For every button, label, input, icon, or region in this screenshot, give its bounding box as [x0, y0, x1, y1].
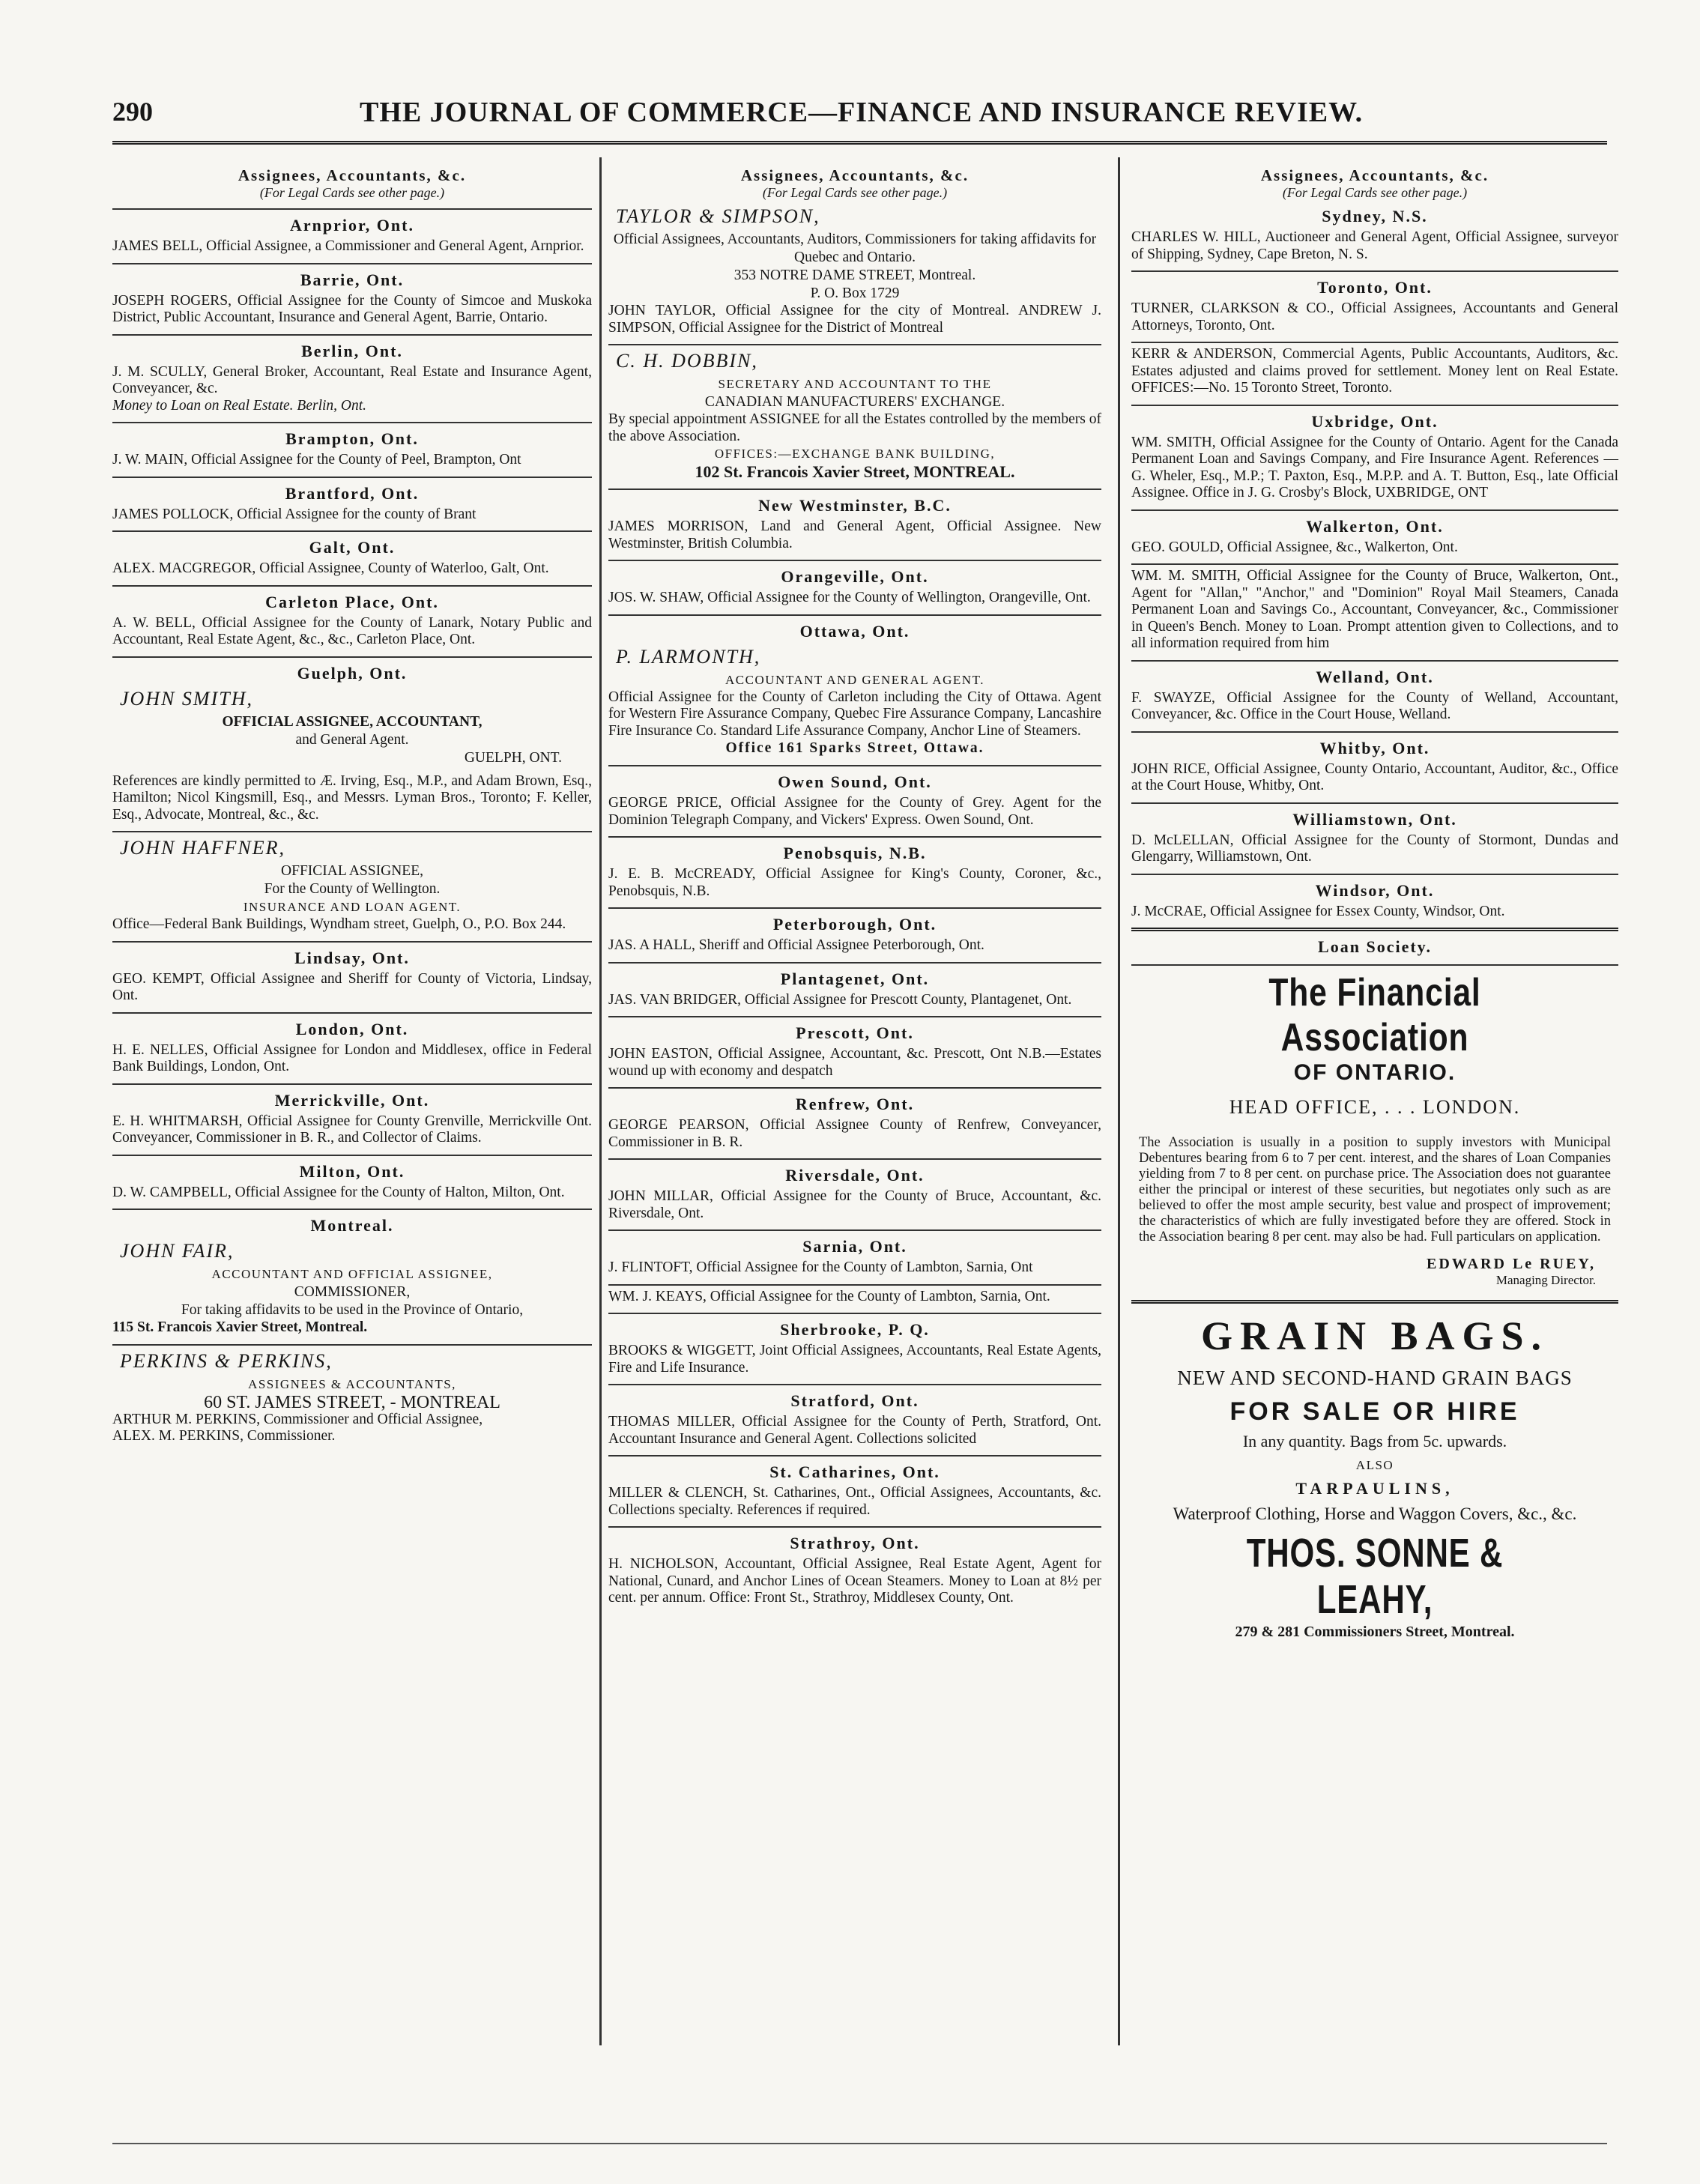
advert-line: TARPAULINS, [1295, 1479, 1454, 1498]
divider [1131, 342, 1618, 343]
column-divider [599, 157, 602, 2045]
advert-firm: THOS. SONNE & LEAHY, [1246, 1531, 1504, 1622]
divider [112, 1083, 592, 1085]
listing: J. W. MAIN, Official Assignee for the County of Peel, Brampton, Ont [112, 452, 521, 468]
divider [1131, 270, 1618, 272]
city-heading: Prescott, Ont. [796, 1023, 914, 1042]
card-line: P. O. Box 1729 [810, 285, 900, 301]
divider [1131, 563, 1618, 565]
listing: E. H. WHITMARSH, Official Assignee for County Grenville, Merrickville Ont. Conveyancer, Commissioner in B. R., and Collector of Claims. [112, 1113, 592, 1146]
card-line: ASSIGNEES & ACCOUNTANTS, [248, 1376, 456, 1391]
section-heading: Loan Society. [1318, 937, 1432, 956]
column-heading: Assignees, Accountants, &c. [1260, 166, 1489, 184]
card-line: For the County of Wellington. [264, 881, 441, 897]
card-line: 115 St. Francois Xavier Street, Montreal. [112, 1319, 368, 1335]
listing: WM. J. KEAYS, Official Assignee for the County of Lambton, Sarnia, Ont. [608, 1288, 1050, 1304]
card-line: Office 161 Sparks Street, Ottawa. [725, 740, 984, 756]
divider [112, 1155, 592, 1156]
card-name: PERKINS & PERKINS, [120, 1349, 333, 1372]
city-heading: Merrickville, Ont. [274, 1090, 430, 1110]
city-heading: Arnprior, Ont. [290, 216, 414, 235]
divider [112, 208, 592, 210]
divider [608, 614, 1101, 616]
divider [112, 477, 592, 478]
card-line: 60 ST. JAMES STREET, - MONTREAL [204, 1392, 500, 1412]
card-line: JOHN TAYLOR, Official Assignee for the city of Montreal. ANDREW J. SIMPSON, Official Assignee for the District of Montreal [608, 303, 1101, 336]
card-line: OFFICIAL ASSIGNEE, ACCOUNTANT, [222, 713, 483, 730]
city-heading: Renfrew, Ont. [795, 1095, 915, 1113]
city-heading: Sydney, N.S. [1322, 207, 1428, 226]
city-heading: Orangeville, Ont. [781, 567, 929, 586]
listing-note: Money to Loan on Real Estate. Berlin, Ont. [112, 397, 367, 414]
column-1 [112, 166, 592, 1445]
divider [608, 1526, 1101, 1528]
card-name: TAYLOR & SIMPSON, [616, 205, 820, 227]
advert-signer: EDWARD Le RUEY, [1427, 1256, 1596, 1272]
city-heading: Uxbridge, Ont. [1311, 411, 1439, 431]
card-line: Office—Federal Bank Buildings, Wyndham street, Guelph, O., P.O. Box 244. [112, 916, 566, 932]
card-line: GUELPH, ONT. [464, 749, 562, 766]
divider [112, 585, 592, 587]
card-name: C. H. DOBBIN, [616, 350, 758, 372]
card-line: OFFICES:—EXCHANGE BANK BUILDING, [714, 447, 996, 461]
city-heading: Sarnia, Ont. [802, 1237, 907, 1256]
advert-signer-role: Managing Director. [1495, 1273, 1596, 1287]
column-note: (For Legal Cards see other page.) [1282, 185, 1468, 200]
divider [608, 1016, 1101, 1017]
listing: JOHN RICE, Official Assignee, County Ontario, Accountant, Auditor, &c., Office at the Court House, Whitby, Ont. [1131, 760, 1618, 793]
divider [1131, 874, 1618, 875]
listing: J. E. B. McCREADY, Official Assignee for King's County, Coroner, &c., Penobsquis, N.B. [608, 866, 1101, 899]
advert-address: 279 & 281 Commissioners Street, Montreal. [1235, 1624, 1515, 1640]
listing: J. FLINTOFT, Official Assignee for the County of Lambton, Sarnia, Ont [608, 1259, 1033, 1275]
listing: D. McLELLAN, Official Assignee for the County of Stormont, Dundas and Glengarry, Williamstown, Ont. [1131, 832, 1618, 865]
divider [608, 765, 1101, 766]
card-name: JOHN FAIR, [120, 1240, 235, 1262]
listing: JAMES BELL, Official Assignee, a Commissioner and General Agent, Arnprior. [112, 238, 584, 254]
listing: JAS. VAN BRIDGER, Official Assignee for Prescott County, Plantagenet, Ont. [608, 991, 1072, 1008]
column-note: (For Legal Cards see other page.) [762, 185, 948, 200]
divider [608, 907, 1101, 909]
city-heading: Windsor, Ont. [1315, 880, 1435, 900]
listing: CHARLES W. HILL, Auctioneer and General Agent, Official Assignee, surveyor of Shipping, Sydney, Cape Breton, N. S. [1131, 229, 1618, 262]
city-heading: Whitby, Ont. [1319, 738, 1430, 757]
advert-title: The Financial Association [1268, 971, 1481, 1059]
listing: GEO. KEMPT, Official Assignee and Sheriff for County of Victoria, Lindsay, Ont. [112, 970, 592, 1003]
listing: BROOKS & WIGGETT, Joint Official Assignees, Accountants, Real Estate Agents, Fire and Life Insurance. [608, 1343, 1101, 1376]
column-heading: Assignees, Accountants, &c. [740, 166, 970, 184]
listing: ALEX. MACGREGOR, Official Assignee, County of Waterloo, Galt, Ont. [112, 560, 549, 576]
divider [1131, 964, 1618, 966]
city-heading: Guelph, Ont. [297, 663, 408, 683]
advert-line: In any quantity. Bags from 5c. upwards. [1242, 1432, 1507, 1451]
city-heading: Plantagenet, Ont. [780, 969, 930, 988]
divider [1131, 509, 1618, 511]
card-line: Official Assignee for the County of Carleton including the City of Ottawa. Agent for Western Fire Assurance Company, Quebec Fire Assurance Company, Lancashire Fire Insurance Co. Standard Life Assurance Company, Anchor Line of Steamers. [608, 689, 1101, 739]
divider [1131, 802, 1618, 804]
card-line: COMMISSIONER, [294, 1284, 411, 1300]
card-line: SECRETARY AND ACCOUNTANT TO THE [718, 377, 992, 391]
listing: GEORGE PRICE, Official Assignee for the County of Grey. Agent for the Dominion Telegraph Company, and Vickers' Express. Owen Sound, Ont. [608, 795, 1101, 828]
city-heading: Penobsquis, N.B. [783, 844, 927, 862]
city-heading: New Westminster, B.C. [758, 496, 952, 515]
divider [112, 263, 592, 264]
divider [608, 1284, 1101, 1286]
divider [112, 422, 592, 423]
column-2 [608, 166, 1101, 1607]
listing: A. W. BELL, Official Assignee for the County of Lanark, Notary Public and Accountant, Real Estate Agent, &c., &c., Carleton Place, Ont. [112, 614, 592, 647]
city-heading: Peterborough, Ont. [772, 915, 937, 934]
divider [112, 1209, 592, 1210]
header-rule [112, 141, 1607, 145]
city-heading: Williamstown, Ont. [1292, 809, 1457, 829]
divider [608, 962, 1101, 964]
advert-head-office: HEAD OFFICE, . . . LONDON. [1229, 1096, 1521, 1118]
divider [608, 488, 1101, 490]
divider [608, 1384, 1101, 1385]
divider [112, 334, 592, 336]
divider [112, 656, 592, 658]
listing: JOSEPH ROGERS, Official Assignee for the County of Simcoe and Muskoka District, Public Accountant, Insurance and General Agent, Barrie, Ontario. [112, 292, 592, 325]
divider [608, 1229, 1101, 1231]
city-heading: Riversdale, Ont. [785, 1166, 925, 1185]
column-note: (For Legal Cards see other page.) [259, 185, 445, 200]
divider [608, 1158, 1101, 1160]
column-heading: Assignees, Accountants, &c. [238, 166, 467, 184]
footer-rule [112, 2143, 1607, 2144]
listing: JOS. W. SHAW, Official Assignee for the County of Wellington, Orangeville, Ont. [608, 590, 1091, 605]
city-heading: Montreal. [310, 1216, 394, 1235]
card-line: By special appointment ASSIGNEE for all the Estates controlled by the members of the above Association. [608, 411, 1101, 444]
card-line: CANADIAN MANUFACTURERS' EXCHANGE. [704, 394, 1005, 410]
city-heading: Brantford, Ont. [285, 483, 420, 503]
advert-line: FOR SALE OR HIRE [1229, 1397, 1520, 1426]
divider [608, 1313, 1101, 1314]
divider [1131, 405, 1618, 406]
city-heading: Galt, Ont. [309, 538, 396, 557]
listing: J. M. SCULLY, General Broker, Accountant, Real Estate and Insurance Agent, Conveyancer, &c. [112, 363, 592, 396]
column-divider [1118, 157, 1120, 2045]
listing: WM. SMITH, Official Assignee for the County of Ontario. Agent for the Canada Permanent Loan and Savings Company, and Fire Insurance Agent. References — G. Wheler, Esq., M.P.; T. Paxton, Esq., M.P.P. and A. T. Button, Esq., late Official Assignee. Office in J. G. Crosby's Block, UXBRIDGE, ONT [1131, 434, 1618, 500]
divider [608, 1455, 1101, 1456]
city-heading: Lindsay, Ont. [294, 948, 410, 967]
listing: D. W. CAMPBELL, Official Assignee for the County of Halton, Milton, Ont. [112, 1184, 565, 1200]
card-line: 102 St. Francois Xavier Street, MONTREAL. [695, 462, 1015, 481]
city-heading: London, Ont. [295, 1019, 409, 1038]
city-heading: Welland, Ont. [1316, 667, 1434, 686]
card-line: ALEX. M. PERKINS, Commissioner. [112, 1428, 336, 1444]
listing: KERR & ANDERSON, Commercial Agents, Public Accountants, Auditors, &c. Estates adjusted and claims proved for settlement. Money lent on Real Estate. OFFICES:—No. 15 Toronto Street, Toronto. [1131, 346, 1618, 396]
listing: WM. M. SMITH, Official Assignee for the County of Bruce, Walkerton, Ont., Agent for "Allan," "Anchor," and "Dominion" Royal Mail Steamers, Canada Permanent Loan and Savings Co., Accountant, Conveyancer, &c., Commissioner in Queen's Bench. Money to Loan. Prompt attention given to Collections, and to all information required from him [1131, 568, 1618, 651]
card-line: OFFICIAL ASSIGNEE, [281, 863, 423, 879]
listing: F. SWAYZE, Official Assignee for the County of Welland, Accountant, Conveyancer, &c. Office in the Court House, Welland. [1131, 689, 1618, 722]
listing: JOHN MILLAR, Official Assignee for the County of Bruce, Accountant, &c. Riversdale, Ont. [608, 1188, 1101, 1221]
divider [1131, 731, 1618, 733]
divider [1131, 928, 1618, 931]
divider [112, 941, 592, 943]
divider [112, 530, 592, 532]
city-heading: Ottawa, Ont. [799, 621, 910, 641]
page-number: 290 [112, 97, 153, 127]
card-references: References are kindly permitted to Æ. Irving, Esq., M.P., and Adam Brown, Esq., Hamilton; Nicol Kingsmill, Esq., and Messrs. Lyman Bros., Toronto; F. Keller, Esq., Advocate, Montreal, &c., &c. [112, 772, 592, 823]
divider [1131, 660, 1618, 662]
listing: H. NICHOLSON, Accountant, Official Assignee, Real Estate Agent, Agent for National, Cunard, and Anchor Lines of Ocean Steamers. Money to Loan at 8½ per cent. per annum. Office: Front St., Strathroy, Middlesex County, Ont. [608, 1556, 1101, 1606]
card-line: ACCOUNTANT AND OFFICIAL ASSIGNEE, [211, 1267, 493, 1281]
divider [112, 831, 592, 832]
card-line: and General Agent. [295, 731, 409, 748]
divider [608, 1087, 1101, 1089]
city-heading: Milton, Ont. [299, 1161, 405, 1181]
card-name: JOHN SMITH, [120, 687, 253, 710]
card-line: ARTHUR M. PERKINS, Commissioner and Official Assignee, [112, 1411, 483, 1427]
city-heading: Owen Sound, Ont. [778, 772, 932, 791]
divider [112, 1012, 592, 1014]
city-heading: Stratford, Ont. [790, 1391, 919, 1410]
card-name: JOHN HAFFNER, [120, 837, 285, 859]
listing: JAS. A HALL, Sheriff and Official Assignee Peterborough, Ont. [608, 937, 984, 953]
divider [608, 836, 1101, 838]
city-heading: Carleton Place, Ont. [265, 592, 439, 611]
running-title: THE JOURNAL OF COMMERCE—FINANCE AND INSURANCE REVIEW. [360, 97, 1364, 128]
city-heading: Berlin, Ont. [301, 341, 403, 360]
divider [1131, 1300, 1618, 1304]
card-line: INSURANCE AND LOAN AGENT. [243, 900, 462, 914]
column-3 [1131, 166, 1618, 1641]
advert-line: ALSO [1355, 1458, 1394, 1472]
advert-title: GRAIN BAGS. [1200, 1313, 1549, 1358]
listing: J. McCRAE, Official Assignee for Essex County, Windsor, Ont. [1131, 903, 1505, 919]
advert-line: Waterproof Clothing, Horse and Waggon Covers, &c., &c. [1173, 1504, 1577, 1523]
listing: JAMES POLLOCK, Official Assignee for the county of Brant [112, 506, 477, 522]
listing: TURNER, CLARKSON & CO., Official Assignees, Accountants and General Attorneys, Toronto, Ont. [1131, 300, 1618, 333]
listing: THOMAS MILLER, Official Assignee for the County of Perth, Stratford, Ont. Accountant Insurance and General Agent. Collections solicited [608, 1414, 1101, 1447]
listing: JAMES MORRISON, Land and General Agent, Official Assignee. New Westminster, British Columbia. [608, 518, 1101, 551]
page-header [112, 96, 1603, 141]
card-name: P. LARMONTH, [616, 645, 761, 668]
listing: MILLER & CLENCH, St. Catharines, Ont., Official Assignees, Accountants, &c. Collections specialty. References if required. [608, 1485, 1101, 1518]
divider [112, 1344, 592, 1346]
city-heading: Barrie, Ont. [300, 270, 405, 289]
divider [608, 344, 1101, 345]
card-line: 353 NOTRE DAME STREET, Montreal. [733, 267, 976, 283]
advert-line: NEW AND SECOND-HAND GRAIN BAGS [1177, 1367, 1573, 1389]
advert-subtitle: OF ONTARIO. [1293, 1060, 1457, 1085]
city-heading: Strathroy, Ont. [790, 1534, 920, 1552]
city-heading: Toronto, Ont. [1317, 278, 1433, 297]
city-heading: Sherbrooke, P. Q. [780, 1320, 930, 1339]
listing: GEORGE PEARSON, Official Assignee County of Renfrew, Conveyancer, Commissioner in B. R. [608, 1117, 1101, 1150]
card-line: For taking affidavits to be used in the Province of Ontario, [181, 1302, 524, 1318]
listing: H. E. NELLES, Official Assignee for London and Middlesex, office in Federal Bank Buildings, London, Ont. [112, 1041, 592, 1074]
city-heading: St. Catharines, Ont. [769, 1462, 940, 1481]
card-line: Official Assignees, Accountants, Auditors, Commissioners for taking affidavits for Quebec and Ontario. [613, 232, 1097, 265]
card-line: ACCOUNTANT AND GENERAL AGENT. [725, 672, 984, 687]
city-heading: Brampton, Ont. [285, 429, 419, 448]
city-heading: Walkerton, Ont. [1306, 516, 1444, 536]
divider [608, 560, 1101, 561]
listing: JOHN EASTON, Official Assignee, Accountant, &c. Prescott, Ont N.B.—Estates wound up with economy and despatch [608, 1046, 1101, 1079]
advert-body: The Association is usually in a position to supply investors with Municipal Debentures bearing from 6 to 7 per cent. interest, and the shares of Loan Companies yielding from 7 to 8 per cent. on purchase price. The Association does not guarantee either the principal or interest of these securities, but negotiates only such as are believed to offer the most ample security, best value and prospect of improvement; the characteristics of which are fully investigated before they are offered. Stock in the Association bearing 8 per cent. may also be had. Full particulars on application. [1139, 1135, 1611, 1244]
listing: GEO. GOULD, Official Assignee, &c., Walkerton, Ont. [1131, 539, 1458, 555]
